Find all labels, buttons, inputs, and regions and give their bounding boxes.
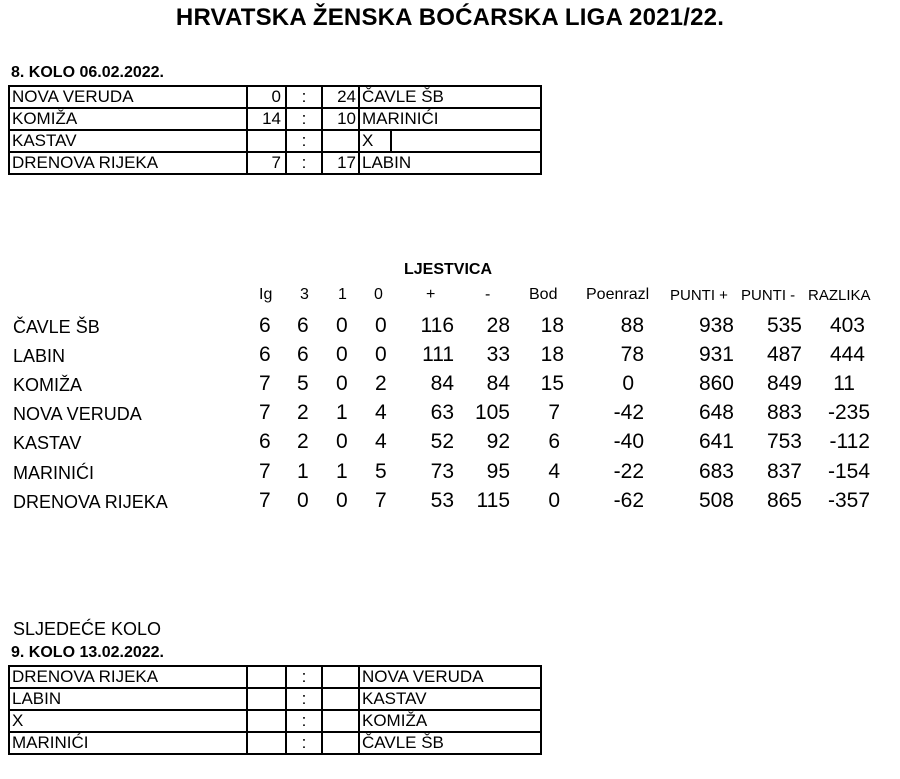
games: 7 xyxy=(259,460,271,483)
home-score xyxy=(247,666,286,688)
razlika: -112 xyxy=(829,430,870,453)
bod: 4 xyxy=(548,460,560,483)
games: 7 xyxy=(259,372,271,395)
standings-row xyxy=(0,460,900,489)
wins-3: 6 xyxy=(297,343,309,366)
standings-title: LJESTVICA xyxy=(404,261,493,278)
points-plus: 73 xyxy=(430,460,454,483)
score-separator: : xyxy=(286,732,322,754)
score-separator: : xyxy=(286,152,322,174)
header-bod: Bod xyxy=(529,286,558,303)
standings-row xyxy=(0,372,900,401)
round9-heading: 9. KOLO 13.02.2022. xyxy=(11,644,164,661)
header-razlika: RAZLIKA xyxy=(808,287,871,304)
losses: 0 xyxy=(375,314,387,337)
punti-plus: 931 xyxy=(698,343,734,366)
poenrazl: -62 xyxy=(613,489,644,512)
losses: 2 xyxy=(375,372,387,395)
score-separator: : xyxy=(286,688,322,710)
losses: 4 xyxy=(375,401,387,424)
team-name: KASTAV xyxy=(13,433,82,453)
games: 7 xyxy=(259,489,271,512)
punti-plus: 648 xyxy=(698,401,734,424)
punti-minus: 865 xyxy=(766,489,802,512)
standings-row xyxy=(0,489,900,518)
bod: 15 xyxy=(540,372,564,395)
games: 6 xyxy=(259,343,271,366)
bod: 0 xyxy=(548,489,560,512)
home-team: MARINIĆI xyxy=(9,732,247,754)
away-score xyxy=(322,130,359,152)
points-minus: 28 xyxy=(486,314,510,337)
wins-1: 1 xyxy=(336,401,348,424)
home-team: X xyxy=(9,710,247,732)
home-team: DRENOVA RIJEKA xyxy=(9,666,247,688)
punti-minus: 535 xyxy=(766,314,802,337)
punti-plus: 683 xyxy=(698,460,734,483)
standings-row xyxy=(0,314,900,343)
header-1: 1 xyxy=(338,286,347,303)
home-score: 7 xyxy=(247,152,286,174)
wins-3: 6 xyxy=(297,314,309,337)
wins-3: 0 xyxy=(297,489,309,512)
poenrazl: -22 xyxy=(613,460,644,483)
games: 6 xyxy=(259,430,271,453)
standings-row xyxy=(0,401,900,430)
table-row xyxy=(9,152,541,174)
away-team: NOVA VERUDA xyxy=(359,666,541,688)
points-plus: 84 xyxy=(430,372,454,395)
poenrazl: 88 xyxy=(620,314,644,337)
team-name: MARINIĆI xyxy=(13,463,94,483)
team-name: KOMIŽA xyxy=(13,375,83,395)
points-plus: 116 xyxy=(420,314,454,337)
table-row xyxy=(9,732,541,754)
razlika: 403 xyxy=(829,314,865,337)
home-score xyxy=(247,710,286,732)
wins-3: 2 xyxy=(297,401,309,424)
header-plus: + xyxy=(426,286,436,303)
punti-plus: 860 xyxy=(698,372,734,395)
points-plus: 63 xyxy=(430,401,454,424)
home-score: 0 xyxy=(247,86,286,108)
punti-minus: 849 xyxy=(766,372,802,395)
razlika: -357 xyxy=(827,489,870,512)
score-separator: : xyxy=(286,86,322,108)
score-separator: : xyxy=(286,710,322,732)
round8-heading: 8. KOLO 06.02.2022. xyxy=(11,64,164,81)
score-separator: : xyxy=(286,666,322,688)
table-row xyxy=(9,710,541,732)
punti-plus: 641 xyxy=(698,430,734,453)
punti-minus: 753 xyxy=(766,430,802,453)
score-separator: : xyxy=(286,130,322,152)
losses: 5 xyxy=(375,460,387,483)
razlika: 444 xyxy=(829,343,865,366)
home-score xyxy=(247,130,286,152)
away-score xyxy=(322,732,359,754)
team-name: DRENOVA RIJEKA xyxy=(13,492,168,512)
bod: 18 xyxy=(540,343,564,366)
razlika: -235 xyxy=(827,401,870,424)
away-team: LABIN xyxy=(359,152,541,174)
away-score: 17 xyxy=(322,152,359,174)
home-team: LABIN xyxy=(9,688,247,710)
home-team: NOVA VERUDA xyxy=(9,86,247,108)
table-row xyxy=(9,130,541,152)
games: 6 xyxy=(259,314,271,337)
poenrazl: 78 xyxy=(620,343,644,366)
points-minus: 33 xyxy=(486,343,510,366)
header-0: 0 xyxy=(374,286,383,303)
table-row xyxy=(9,108,541,130)
poenrazl: -40 xyxy=(613,430,644,453)
away-team: KASTAV xyxy=(359,688,541,710)
home-score xyxy=(247,732,286,754)
punti-minus: 837 xyxy=(766,460,802,483)
points-minus: 105 xyxy=(474,401,510,424)
wins-3: 2 xyxy=(297,430,309,453)
away-score xyxy=(322,666,359,688)
home-team: DRENOVA RIJEKA xyxy=(9,152,247,174)
punti-plus: 938 xyxy=(698,314,734,337)
poenrazl: -42 xyxy=(613,401,644,424)
wins-1: 0 xyxy=(336,372,348,395)
header-minus: - xyxy=(485,286,491,303)
points-minus: 95 xyxy=(486,460,510,483)
away-score: 24 xyxy=(322,86,359,108)
razlika: 11 xyxy=(833,372,855,395)
round8-results-table xyxy=(8,85,542,175)
away-team: ČAVLE ŠB xyxy=(359,732,541,754)
header-punti-plus: PUNTI + xyxy=(670,287,728,304)
bod: 7 xyxy=(548,401,560,424)
wins-1: 0 xyxy=(336,430,348,453)
home-team: KOMIŽA xyxy=(9,108,247,130)
header-3: 3 xyxy=(300,286,309,303)
standings-row xyxy=(0,430,900,459)
away-score xyxy=(322,710,359,732)
games: 7 xyxy=(259,401,271,424)
razlika: -154 xyxy=(827,460,870,483)
away-score xyxy=(322,688,359,710)
wins-1: 1 xyxy=(336,460,348,483)
wins-1: 0 xyxy=(336,489,348,512)
standings-row xyxy=(0,343,900,372)
wins-1: 0 xyxy=(336,314,348,337)
home-score: 14 xyxy=(247,108,286,130)
points-minus: 115 xyxy=(476,489,510,512)
header-punti-minus: PUNTI - xyxy=(741,287,796,304)
home-team: KASTAV xyxy=(9,130,247,152)
losses: 7 xyxy=(375,489,387,512)
away-team: MARINIĆI xyxy=(359,108,541,130)
team-name: LABIN xyxy=(13,346,66,366)
next-round-label: SLJEDEĆE KOLO xyxy=(13,619,162,639)
away-team-label: X xyxy=(360,131,392,151)
team-name: ČAVLE ŠB xyxy=(13,317,100,337)
wins-1: 0 xyxy=(336,343,348,366)
bod: 18 xyxy=(540,314,564,337)
away-team xyxy=(359,130,541,152)
points-minus: 92 xyxy=(486,430,510,453)
table-row xyxy=(9,86,541,108)
away-team: ČAVLE ŠB xyxy=(359,86,541,108)
away-team: KOMIŽA xyxy=(359,710,541,732)
home-score xyxy=(247,688,286,710)
poenrazl: 0 xyxy=(622,372,634,395)
wins-3: 1 xyxy=(297,460,309,483)
score-separator: : xyxy=(286,108,322,130)
punti-plus: 508 xyxy=(698,489,734,512)
table-row xyxy=(9,688,541,710)
team-name: NOVA VERUDA xyxy=(13,404,142,424)
header-poenrazl: Poenrazl xyxy=(586,286,650,303)
round9-fixtures-table xyxy=(8,665,542,755)
losses: 0 xyxy=(375,343,387,366)
wins-3: 5 xyxy=(297,372,309,395)
table-row xyxy=(9,666,541,688)
header-ig: Ig xyxy=(259,286,273,303)
losses: 4 xyxy=(375,430,387,453)
points-plus: 111 xyxy=(422,343,454,366)
points-minus: 84 xyxy=(486,372,510,395)
points-plus: 52 xyxy=(430,430,454,453)
punti-minus: 883 xyxy=(766,401,802,424)
punti-minus: 487 xyxy=(766,343,802,366)
points-plus: 53 xyxy=(430,489,454,512)
page-title: HRVATSKA ŽENSKA BOĆARSKA LIGA 2021/22. xyxy=(175,4,725,31)
bod: 6 xyxy=(548,430,560,453)
away-score: 10 xyxy=(322,108,359,130)
